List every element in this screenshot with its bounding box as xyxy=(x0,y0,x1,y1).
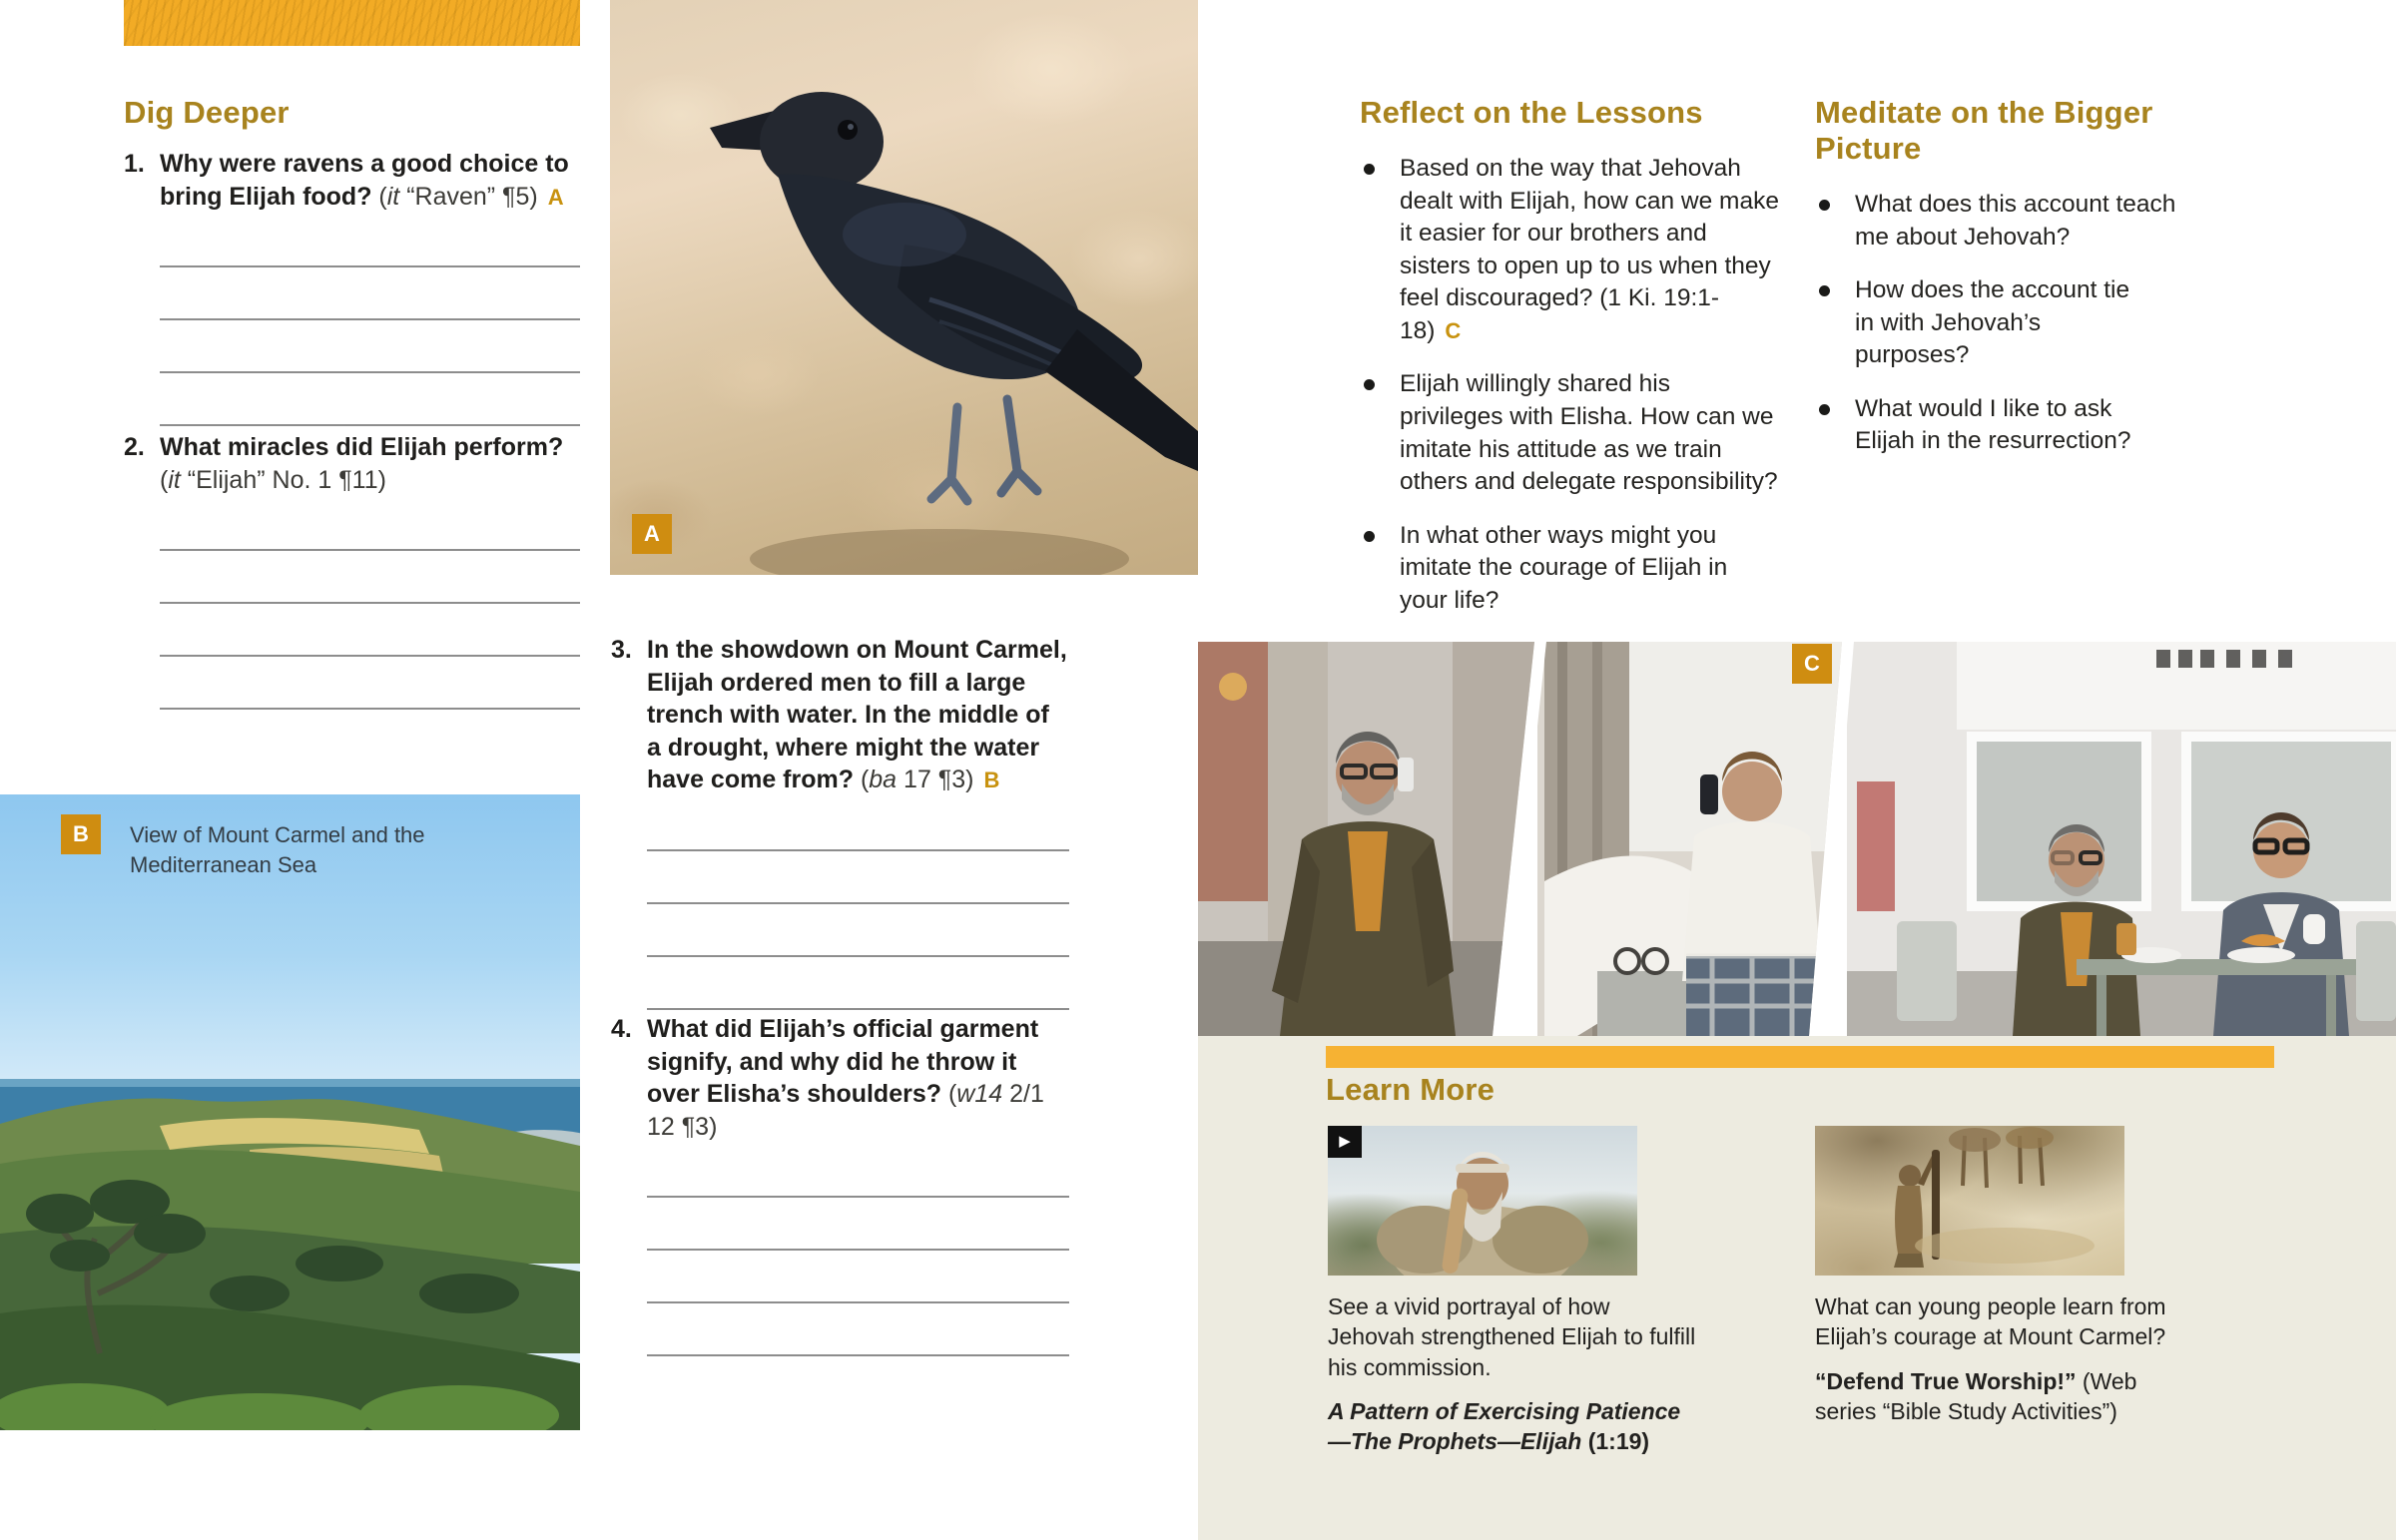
raven-illustration xyxy=(610,0,1198,575)
web-series-thumbnail-carmel[interactable] xyxy=(1815,1126,2124,1276)
dig-deeper-title: Dig Deeper xyxy=(124,95,290,130)
answer-line[interactable] xyxy=(647,1198,1069,1251)
learn-more-accent-bar xyxy=(1326,1046,2274,1068)
reflect-bullet-1: Based on the way that Jehovah dealt with Elijah, how can we make it easier for our brothers and sisters to open up to us when they feel discouraged? (1 Ki. 19:1-18) C xyxy=(1360,153,1779,347)
question-3-photo-ref: B xyxy=(983,768,1000,792)
answer-line[interactable] xyxy=(647,1145,1069,1198)
answer-line[interactable] xyxy=(160,320,580,373)
video-thumbnail-elijah[interactable] xyxy=(1328,1126,1637,1276)
photo-strip-c xyxy=(1198,642,2396,1036)
answer-line[interactable] xyxy=(160,373,580,426)
reflect-title: Reflect on the Lessons xyxy=(1360,95,1703,130)
photo-label-b: B xyxy=(61,814,101,854)
answer-line[interactable] xyxy=(160,657,580,710)
answer-line[interactable] xyxy=(160,498,580,551)
reflect-photo-ref-c: C xyxy=(1445,317,1462,343)
meditate-title: Meditate on the Bigger Picture xyxy=(1815,95,2153,166)
question-4-answer-lines xyxy=(647,1145,1069,1356)
photo-label-c: C xyxy=(1792,644,1832,684)
meditate-bullet-1: What does this account teach me about Jehovah? xyxy=(1815,189,2184,254)
bullet-dot xyxy=(1364,531,1375,542)
question-1 xyxy=(124,148,580,426)
answer-line[interactable] xyxy=(160,604,580,657)
question-3-answer-lines xyxy=(647,798,1069,1010)
video-publication-title[interactable]: A Pattern of Exercising Patience—The Prophets—Elijah (1:19) xyxy=(1328,1398,1681,1455)
question-1-answer-lines xyxy=(160,215,580,426)
raven-photo xyxy=(610,0,1198,575)
web-series-title[interactable]: “Defend True Worship!” (Web series “Bible Study Activities”) xyxy=(1815,1367,2137,1425)
bullet-dot xyxy=(1364,379,1375,390)
question-3 xyxy=(611,634,1069,1010)
reflect-bullet-2: Elijah willingly shared his privileges with Elisha. How can we imitate his attitude as we train others and delegate responsibility? xyxy=(1360,368,1779,498)
reflect-bullet-3: In what other ways might you imitate the courage of Elijah in your life? xyxy=(1360,520,1779,618)
question-1-photo-ref: A xyxy=(547,184,564,210)
photo-label-a: A xyxy=(632,514,672,554)
answer-line[interactable] xyxy=(647,1251,1069,1303)
bullet-dot xyxy=(1819,404,1830,415)
question-2 xyxy=(124,431,580,710)
bullet-dot xyxy=(1819,285,1830,296)
learn-more-title: Learn More xyxy=(1326,1072,1496,1107)
meditate-bullet-3: What would I like to ask Elijah in the resurrection? xyxy=(1815,393,2164,458)
question-4-text: What did Elijah’s official garment signify, and why did he throw it over Elisha’s shoulders? (w14 2/1 12 ¶3) xyxy=(647,1015,1044,1141)
bullet-dot xyxy=(1819,200,1830,211)
answer-line[interactable] xyxy=(647,1303,1069,1356)
meditate-bullet-2: How does the account tie in with Jehovah’s purposes? xyxy=(1815,274,2144,372)
answer-line[interactable] xyxy=(647,904,1069,957)
video-description-block xyxy=(1328,1291,1699,1457)
carmel-illustration xyxy=(0,794,580,1430)
question-1-number: 1. xyxy=(124,150,145,178)
answer-line[interactable] xyxy=(647,957,1069,1010)
mount-carmel-photo xyxy=(0,794,580,1430)
web-series-description: What can young people learn from Elijah’s courage at Mount Carmel? xyxy=(1815,1293,2166,1350)
video-description: See a vivid portrayal of how Jehovah strengthened Elijah to fulfill his commission. xyxy=(1328,1293,1696,1380)
answer-line[interactable] xyxy=(160,551,580,604)
answer-line[interactable] xyxy=(160,215,580,267)
answer-line[interactable] xyxy=(160,267,580,320)
meditate-section xyxy=(1815,95,2244,479)
answer-line[interactable] xyxy=(647,851,1069,904)
question-2-number: 2. xyxy=(124,433,145,461)
web-series-description-block xyxy=(1815,1291,2186,1426)
question-2-answer-lines xyxy=(160,498,580,710)
question-4 xyxy=(611,1013,1069,1356)
answer-line[interactable] xyxy=(647,798,1069,851)
question-3-number: 3. xyxy=(611,636,632,664)
question-1-text: Why were ravens a good choice to bring Elijah food? (it “Raven” ¶5) A xyxy=(160,150,569,211)
question-2-text: What miracles did Elijah perform? (it “Elijah” No. 1 ¶11) xyxy=(160,433,564,494)
decorative-yellow-bar xyxy=(124,0,580,46)
bullet-dot xyxy=(1364,164,1375,175)
learn-more-section xyxy=(1198,1036,2396,1540)
question-3-text: In the showdown on Mount Carmel, Elijah ordered men to fill a large trench with water. In the middle of a drought, where might the water have come from? (ba 17 ¶3) B xyxy=(647,636,1067,793)
play-button[interactable] xyxy=(1328,1126,1362,1158)
play-icon: ▶ xyxy=(1339,1132,1351,1150)
reflect-section xyxy=(1360,95,1779,639)
question-4-number: 4. xyxy=(611,1015,632,1043)
carmel-caption: View of Mount Carmel and the Mediterranean Sea xyxy=(130,822,425,877)
